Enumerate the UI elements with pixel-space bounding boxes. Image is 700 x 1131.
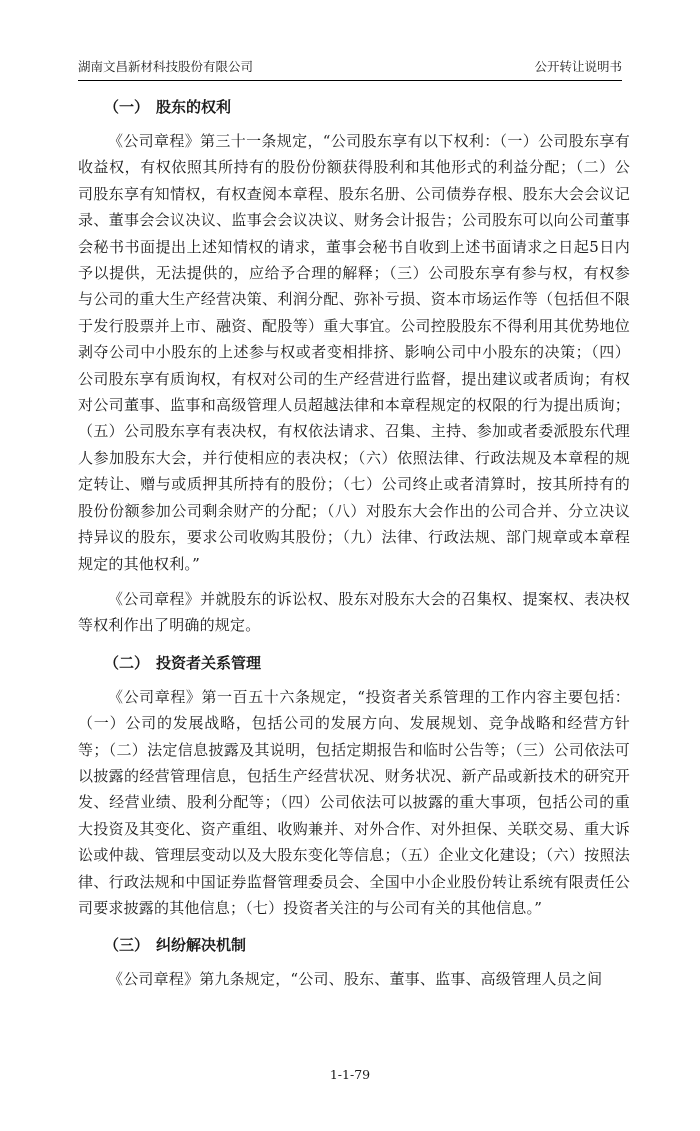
company-name: 湖南文昌新材科技股份有限公司 — [78, 59, 254, 74]
page-number: 1-1-79 — [329, 1067, 371, 1082]
section-heading-investor-relations — [78, 648, 630, 678]
section-number: （三） — [104, 936, 150, 955]
page-content — [78, 92, 630, 1002]
section-number: （一） — [104, 98, 150, 116]
section-title: 投资者关系管理 — [156, 653, 262, 672]
paragraph: 《公司章程》第九条规定，“公司、股东、董事、监事、高级管理人员之间 — [108, 970, 603, 989]
document-title: 公开转让说明书 — [534, 59, 622, 74]
section-heading-dispute-resolution — [78, 930, 630, 960]
paragraph: 《公司章程》并就股东的诉讼权、股东对股东大会的召集权、提案权、表决权等权利作出了明确的规定。 — [78, 589, 630, 635]
page-header — [78, 58, 622, 81]
section-heading-shareholder-rights — [78, 92, 630, 122]
section-title: 纠纷解决机制 — [156, 936, 247, 955]
section-title: 股东的权利 — [156, 98, 232, 116]
section-number: （二） — [104, 653, 150, 672]
paragraph: 《公司章程》第一百五十六条规定，“投资者关系管理的工作内容主要包括：（一）公司的发展战略，包括公司的发展方向、发展规划、竞争战略和经营方针等；（二）法定信息披露及其说明，包括定期报告和临时公告等；（三）公司依法可以披露的经营管理信息，包括生产经营状况、财务状况、新产品或新技术的研究开发、经营业绩、股利分配等；（四）公司依法可以披露的重大事项，包括公司的重大投资及其变化、资产重组、收购兼并、对外合作、对外担保、关联交易、重大诉讼或仲裁、管理层变动以及大股东变化等信息；（五）企业文化建设；（六）按照法律、行政法规和中国证券监督管理委员会、全国中小企业股份转让系统有限责任公司要求披露的其他信息；（七）投资者关注的与公司有关的其他信息。” — [78, 687, 630, 917]
paragraph: 《公司章程》第三十一条规定，“公司股东享有以下权利：（一）公司股东享有收益权，有权依照其所持有的股份份额获得股利和其他形式的利益分配；（二）公司股东享有知情权，有权查阅本章程、股东名册、公司债券存根、股东大会会议记录、董事会会议决议、监事会会议决议、财务会计报告；公司股东可以向公司董事会秘书书面提出上述知情权的请求，董事会秘书自收到上述书面请求之日起5日内予以提供，无法提供的，应给予合理的解释；（三）公司股东享有参与权，有权参与公司的重大生产经营决策、利润分配、弥补亏损、资本市场运作等（包括但不限于发行股票并上市、融资、配股等）重大事宜。公司控股股东不得利用其优势地位剥夺公司中小股东的上述参与权或者变相排挤、影响公司中小股东的决策；（四）公司股东享有质询权，有权对公司的生产经营进行监督，提出建议或者质询；有权对公司董事、监事和高级管理人员超越法律和本章程规定的权限的行为提出质询；（五）公司股东享有表决权，有权依法请求、召集、主持、参加或者委派股东代理人参加股东大会，并行使相应的表决权；（六）依照法律、行政法规及本章程的规定转让、赠与或质押其所持有的股份；（七）公司终止或者清算时，按其所持有的股份份额参加公司剩余财产的分配；（八）对股东大会作出的公司合并、分立决议持异议的股东，要求公司收购其股份；（九）法律、行政法规、部门规章或本章程规定的其他权利。” — [78, 132, 630, 573]
